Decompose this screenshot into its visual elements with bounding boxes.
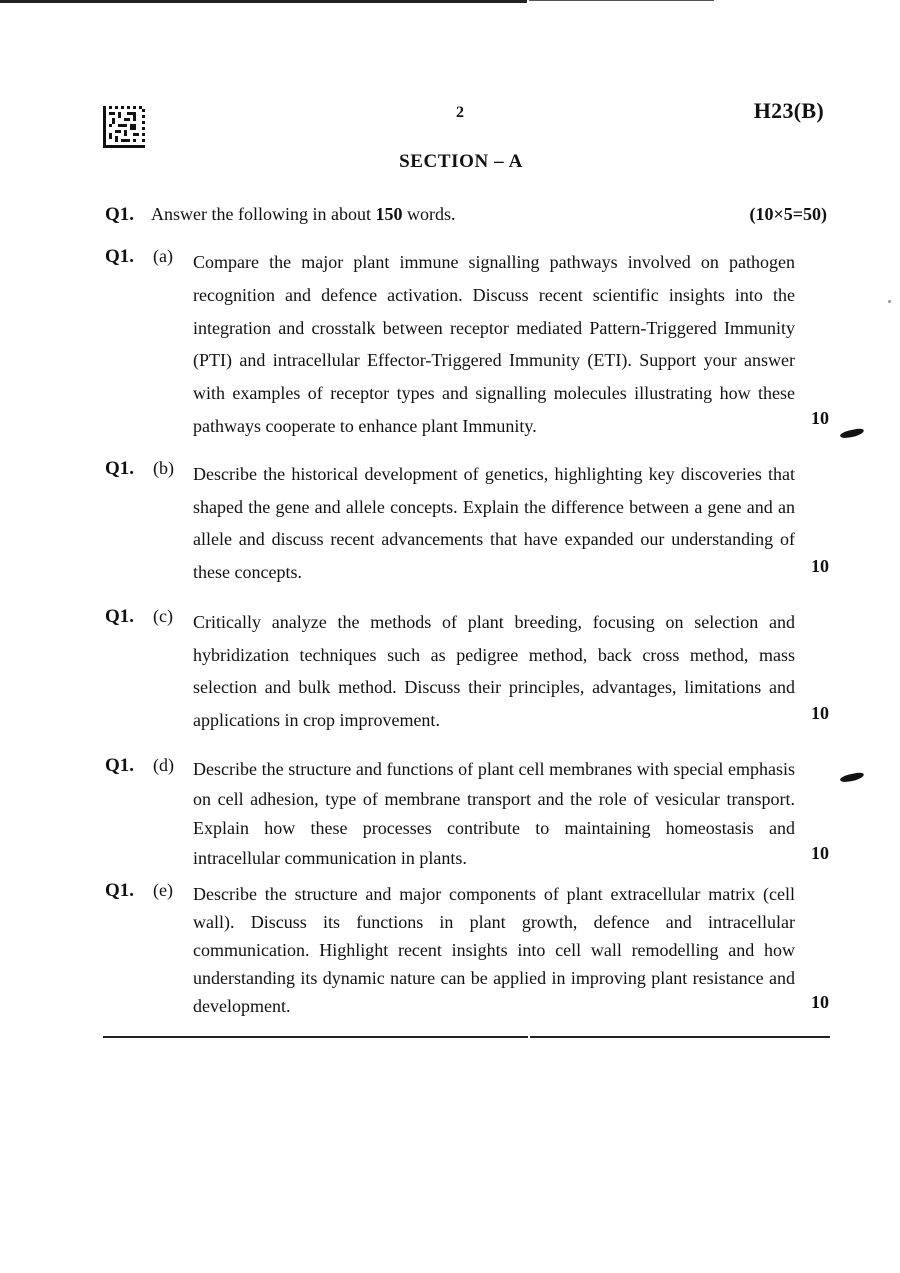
scan-mark [840,772,865,784]
question-label: Q1. [105,755,135,776]
question-part: (c) [153,606,173,626]
question-part: (b) [153,458,174,478]
question-item [105,755,829,867]
question-text: Describe the historical development of genetics, highlighting key discoveries that shaped the gene and allele concepts. Explain the difference between a gene and an allele and discuss recent advancements that have expanded our understanding of these concepts. [193,464,795,582]
top-rule-right [529,0,714,1]
question-item [105,246,829,436]
question-label: Q1. [105,246,135,267]
question-item [105,606,829,730]
question-label: Q1. [105,880,135,901]
question-marks: 10 [811,408,829,428]
question-part: (a) [153,246,173,266]
question-text: Describe the structure and major components of plant extracellular matrix (cell wall). Discuss its functions in plant growth, defence and intracellular communication. Highlight recent insights into cell wall remodelling and how understanding its dynamic nature can be applied in improving plant resistance and development. [193,884,795,1016]
question-part: (d) [153,755,174,775]
question-text: Describe the structure and functions of plant cell membranes with special emphasis on cell adhesion, type of membrane transport and the role of vesicular transport. Explain how these processes contribute to maintaining homeostasis and intracellular communication in plants. [193,759,795,868]
bottom-rule-right [530,1036,830,1038]
bottom-rule [103,1036,528,1038]
question-text: Compare the major plant immune signalling pathways involved on pathogen recognition and defence activation. Discuss recent scientific insights into the integration and crosstalk between receptor mediated Pattern-Triggered Immunity (PTI) and intracellular Effector-Triggered Immunity (ETI). Support your answer with examples of receptor types and signalling molecules illustrating how these pathways cooperate to enhance plant Immunity. [193,252,795,436]
question-part: (e) [153,880,173,900]
question-instruction [105,204,827,226]
page-number: 2 [456,104,464,121]
word-count: 150 [375,204,403,224]
question-label: Q1. [105,606,135,627]
question-text: Critically analyze the methods of plant breeding, focusing on selection and hybridization techniques such as pedigree method, back cross method, mass selection and bulk method. Discuss their principles, advantages, limitations and applications in crop improvement. [193,612,795,730]
scan-speck [888,300,891,303]
question-marks: 10 [811,703,829,723]
total-marks: (10×5=50) [749,204,827,224]
question-label: Q1. [105,458,135,479]
question-marks: 10 [811,992,829,1012]
question-label: Q1. [105,204,135,225]
datamatrix-code-icon [103,106,145,148]
instruction-text: Answer the following in about 150 words. [151,204,456,224]
question-marks: 10 [811,843,829,863]
section-title: SECTION – A [399,151,523,172]
question-item [105,880,829,1020]
top-rule [0,0,527,3]
question-item [105,458,829,582]
scan-mark [840,428,865,440]
question-marks: 10 [811,556,829,576]
paper-code: H23(B) [753,98,824,123]
